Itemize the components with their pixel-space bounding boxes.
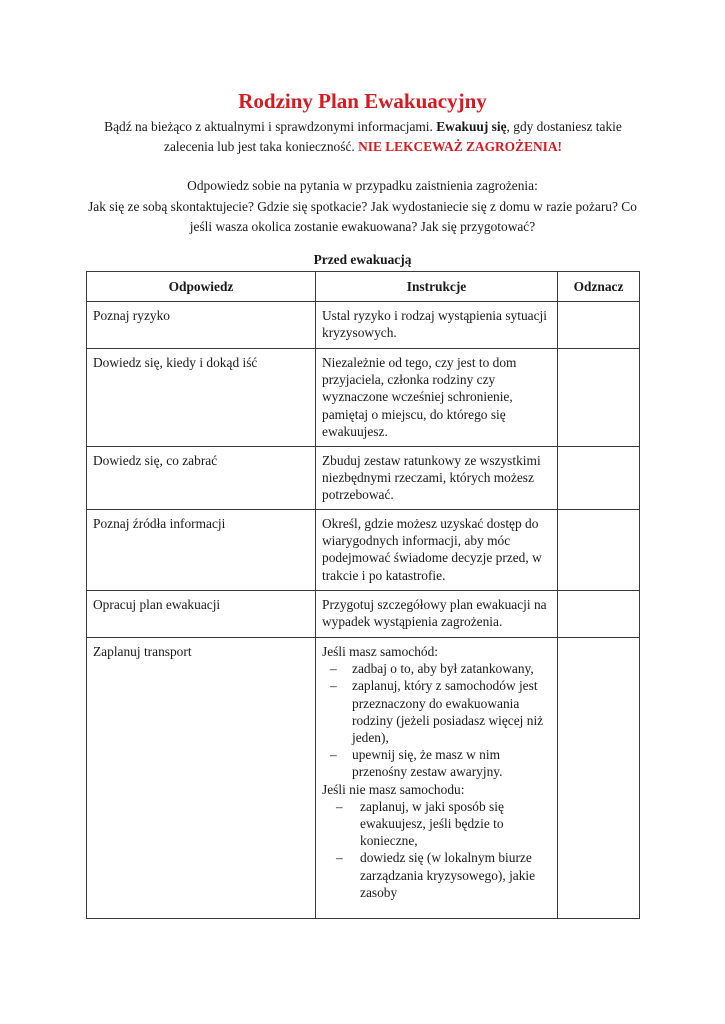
header-instructions: Instrukcje [316, 272, 558, 302]
instruction-cell: Niezależnie od tego, czy jest to dom przyjaciela, członka rodziny czy wyznaczone wcześniej schronienie, pamiętaj o miejscu, do którego się ewakuujesz. [316, 349, 558, 447]
list-item-text: zaplanuj, w jaki sposób się ewakuujesz, jeśli będzie to konieczne, [360, 798, 504, 849]
list-item-text: upewnij się, że masz w nim przenośny zestaw awaryjny. [352, 747, 503, 780]
answer-cell: Dowiedz się, kiedy i dokąd iść [87, 349, 316, 447]
table-row [87, 638, 640, 919]
dash-bullet-icon: – [330, 678, 337, 694]
evacuation-table [86, 271, 640, 919]
instruction-cell: Przygotuj szczegółowy plan ewakuacji na wypadek wystąpienia zagrożenia. [316, 591, 558, 638]
list-item [336, 849, 551, 901]
check-cell[interactable] [558, 302, 640, 349]
table-row [87, 302, 640, 349]
answer-cell: Dowiedz się, co zabrać [87, 447, 316, 510]
intro-text-2: , gdy dostaniesz takie zalecenia lub jest taka konieczność. [164, 119, 622, 154]
check-cell[interactable] [558, 638, 640, 919]
intro-warning: NIE LEKCEWAŻ ZAGROŻENIA! [358, 139, 562, 154]
instruction-cell: Zbuduj zestaw ratunkowy ze wszystkimi niezbędnymi rzeczami, których możesz potrzebować. [316, 447, 558, 510]
questions-lead: Odpowiedz sobie na pytania w przypadku zaistnienia zagrożenia: [187, 178, 538, 193]
page-title: Rodziny Plan Ewakuacyjny [238, 89, 487, 113]
no-car-list [322, 798, 551, 901]
answer-cell: Poznaj źródła informacji [87, 510, 316, 591]
list-item-text: zaplanuj, który z samochodów jest przeznaczony do ewakuowania rodziny (jeżeli posiadasz więcej niż jeden), [352, 678, 544, 746]
instruction-cell: Określ, gdzie możesz uzyskać dostęp do wiarygodnych informacji, aby móc podejmować świadome decyzje przed, w trakcie i po katastrofie. [316, 510, 558, 591]
table-row [87, 447, 640, 510]
list-item-text: zadbaj o to, aby był zatankowany, [352, 661, 534, 677]
instruction-cell: Ustal ryzyko i rodzaj wystąpienia sytuacji kryzysowych. [316, 302, 558, 349]
intro-paragraph [88, 117, 638, 157]
table-row [87, 591, 640, 638]
answer-cell: Opracuj plan ewakuacji [87, 591, 316, 638]
list-item [330, 677, 551, 746]
questions-paragraph [80, 176, 645, 238]
answer-cell: Zaplanuj transport [87, 638, 316, 919]
car-list [322, 660, 551, 780]
list-item [336, 798, 551, 850]
list-item [330, 746, 551, 780]
check-cell[interactable] [558, 447, 640, 510]
check-cell[interactable] [558, 510, 640, 591]
intro-text-1: Bądź na bieżąco z aktualnymi i sprawdzonymi informacjami. [104, 119, 437, 134]
instruction-cell [316, 638, 558, 919]
dash-bullet-icon: – [330, 661, 337, 677]
dash-bullet-icon: – [330, 747, 337, 763]
car-group-heading: Jeśli masz samochód: [322, 644, 439, 659]
header-answer: Odpowiedz [87, 272, 316, 302]
table-row [87, 510, 640, 591]
check-cell[interactable] [558, 591, 640, 638]
answer-cell: Poznaj ryzyko [87, 302, 316, 349]
no-car-group-heading: Jeśli nie masz samochodu: [322, 781, 465, 797]
intro-bold-evacuate: Ewakuuj się [436, 119, 507, 134]
list-item [330, 660, 551, 677]
table-row [87, 349, 640, 447]
dash-bullet-icon: – [336, 798, 343, 814]
section-title: Przed ewakuacją [313, 252, 412, 267]
header-check: Odznacz [558, 272, 640, 302]
questions-list: Jak się ze sobą skontaktujecie? Gdzie się spotkacie? Jak wydostaniecie się z domu w razie pożaru? Co jeśli wasza okolica zostanie ewakuowana? Jak się przygotować? [88, 198, 637, 234]
check-cell[interactable] [558, 349, 640, 447]
dash-bullet-icon: – [336, 850, 343, 866]
list-item-text: dowiedz się (w lokalnym biurze zarządzania kryzysowego), jakie zasoby [360, 850, 536, 900]
table-header-row [87, 272, 640, 302]
